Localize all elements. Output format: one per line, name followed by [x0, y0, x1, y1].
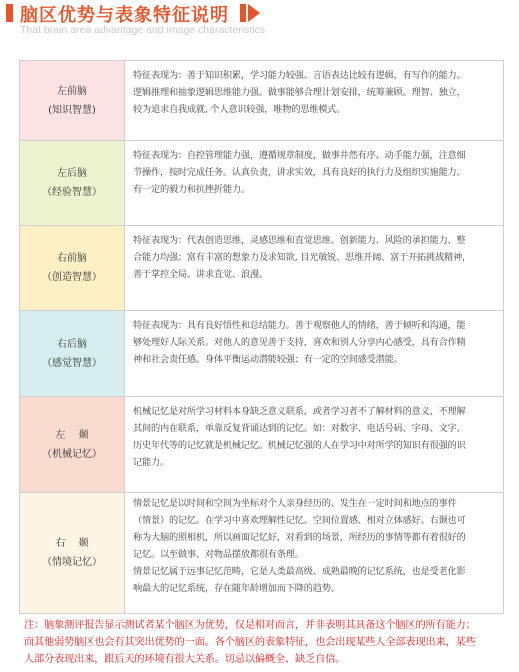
page-subtitle: That brain area advantage and image characteristics	[20, 24, 266, 36]
description-line: 响最大的记忆系统，存在随年龄增加而下降的趋势。	[133, 583, 340, 594]
table-row-left-front-brain	[20, 61, 503, 141]
area-cell	[20, 61, 125, 140]
area-name: 右后脑	[57, 338, 87, 350]
description-line: 特征表现为：具有良好悟性和总结能力。善于观察他人的情绪，善于倾听和沟通，能	[133, 320, 466, 331]
area-name: 左 颞	[55, 429, 89, 441]
description-line: （情景）的记忆。在学习中喜欢理解性记忆。空间位置感、相对立体感好。右颞也可	[133, 515, 466, 526]
description-cell	[125, 311, 503, 396]
area-name: 左后脑	[57, 168, 87, 179]
footnote-line: 而其他弱势脑区也会有其突出优势的一面。各个脑区的表象特征，也会出现某些人全部表现出来，某些	[24, 637, 476, 648]
table-row-left-back-brain	[20, 141, 503, 226]
description-line: 特征表现为：善于知识积累，学习能力较强。言语表达比较有逻辑，有写作的能力。	[133, 70, 466, 81]
header-accent-bar	[6, 4, 13, 22]
area-cell	[20, 397, 125, 492]
area-name: 右前脑	[57, 253, 87, 264]
header-end-bar	[240, 4, 246, 22]
description-line: 机械记忆是对所学习材料本身缺乏意义联系，或者学习者不了解材料的意义，不理解	[133, 406, 466, 417]
area-cell	[20, 493, 125, 613]
description-line: 节操作，按时完成任务。认真负责，讲求实效，具有良好的执行力及组织实施能力。	[133, 167, 466, 178]
area-tag: （创造智慧）	[42, 272, 102, 283]
table-row-right-back-brain	[20, 311, 503, 397]
area-tag: （情境记忆）	[42, 557, 102, 568]
area-cell	[20, 226, 125, 310]
footnote	[24, 617, 502, 668]
description-line: 记能力。	[133, 457, 169, 468]
description-cell	[125, 397, 503, 492]
area-tag: （经验智慧）	[42, 187, 102, 198]
arrow-right-icon	[248, 4, 260, 22]
table-row-right-front-brain	[20, 226, 503, 311]
brain-area-table	[19, 60, 504, 614]
description-cell	[125, 61, 503, 140]
footnote-line: 注：脑象测评报告显示测试者某个脑区为优势，仅是相对而言，并非表明其具备这个脑区的所有能力；	[24, 620, 476, 631]
description-line: 情景记忆属于远事记忆范畴，它是人类最高级、成熟最晚的记忆系统，也是受老化影	[133, 566, 466, 577]
description-cell	[125, 226, 503, 310]
area-tag: (知识智慧)	[48, 104, 96, 116]
section-header	[0, 0, 519, 44]
description-line: 够处理好人际关系。对他人的意见善于支持，喜欢和别人分享内心感受，具有合作精	[133, 337, 466, 348]
table-row-right-temporal	[20, 493, 503, 613]
description-line: 善于掌控全局。讲求直觉、浪漫。	[133, 269, 268, 280]
area-cell	[20, 141, 125, 225]
description-line: 记忆。以至做事、对物品摆放都很有条理。	[133, 549, 304, 560]
description-line: 合能力均强；富有丰富的想象力及求知欲, 目光敏锐、思维开阔、富于开拓挑战精神，	[133, 252, 471, 263]
description-line: 其间的内在联系，单靠反复背诵达到的记忆。如：对数字、电话号码、字母、文字、	[133, 423, 466, 434]
footnote-line: 人部分表现出来，跟后天的环境有很大关系。切忌以偏概全、缺乏自信。	[24, 654, 346, 665]
description-line: 特征表现为：代表创造思维，灵感思维和直觉思维。创新能力、风险的承担能力、整	[133, 235, 466, 246]
area-cell	[20, 311, 125, 396]
description-line: 较为追求自我成就, 个人意识较强，唯物的思维模式。	[133, 104, 346, 115]
description-line: 有一定的毅力和抗挫折能力。	[133, 184, 250, 195]
description-line: 特征表现为：自控管理能力强，遵循规章制度，做事井然有序。动手能力强，注意细	[133, 150, 466, 161]
description-line: 逻辑推理和抽象逻辑思维能力强。做事能够合理计划安排，统筹兼顾。理智、独立，	[133, 87, 466, 98]
area-name: 左前脑	[57, 85, 87, 97]
area-tag: （机械记忆）	[42, 448, 102, 460]
description-cell	[125, 493, 503, 613]
table-row-left-temporal	[20, 397, 503, 493]
description-line: 情景记忆是以时间和空间为坐标对个人亲身经历的、发生在一定时间和地点的事件	[133, 498, 457, 509]
description-cell	[125, 141, 503, 225]
area-name: 右 颞	[55, 538, 89, 549]
page-title: 脑区优势与表象特征说明	[20, 5, 229, 26]
description-line: 神和社会责任感。身体平衡运动潜能较强；有一定的空间感受潜能。	[133, 354, 403, 365]
description-line: 称为大脑的照相机，所以画面记忆好，对看到的场景，所经历的事情等都有着很好的	[133, 532, 466, 543]
area-tag: （感觉智慧）	[42, 357, 102, 369]
description-line: 历史年代等的记忆就是机械记忆。机械记忆强的人在学习中对所学的知识有很强的识	[133, 440, 466, 451]
